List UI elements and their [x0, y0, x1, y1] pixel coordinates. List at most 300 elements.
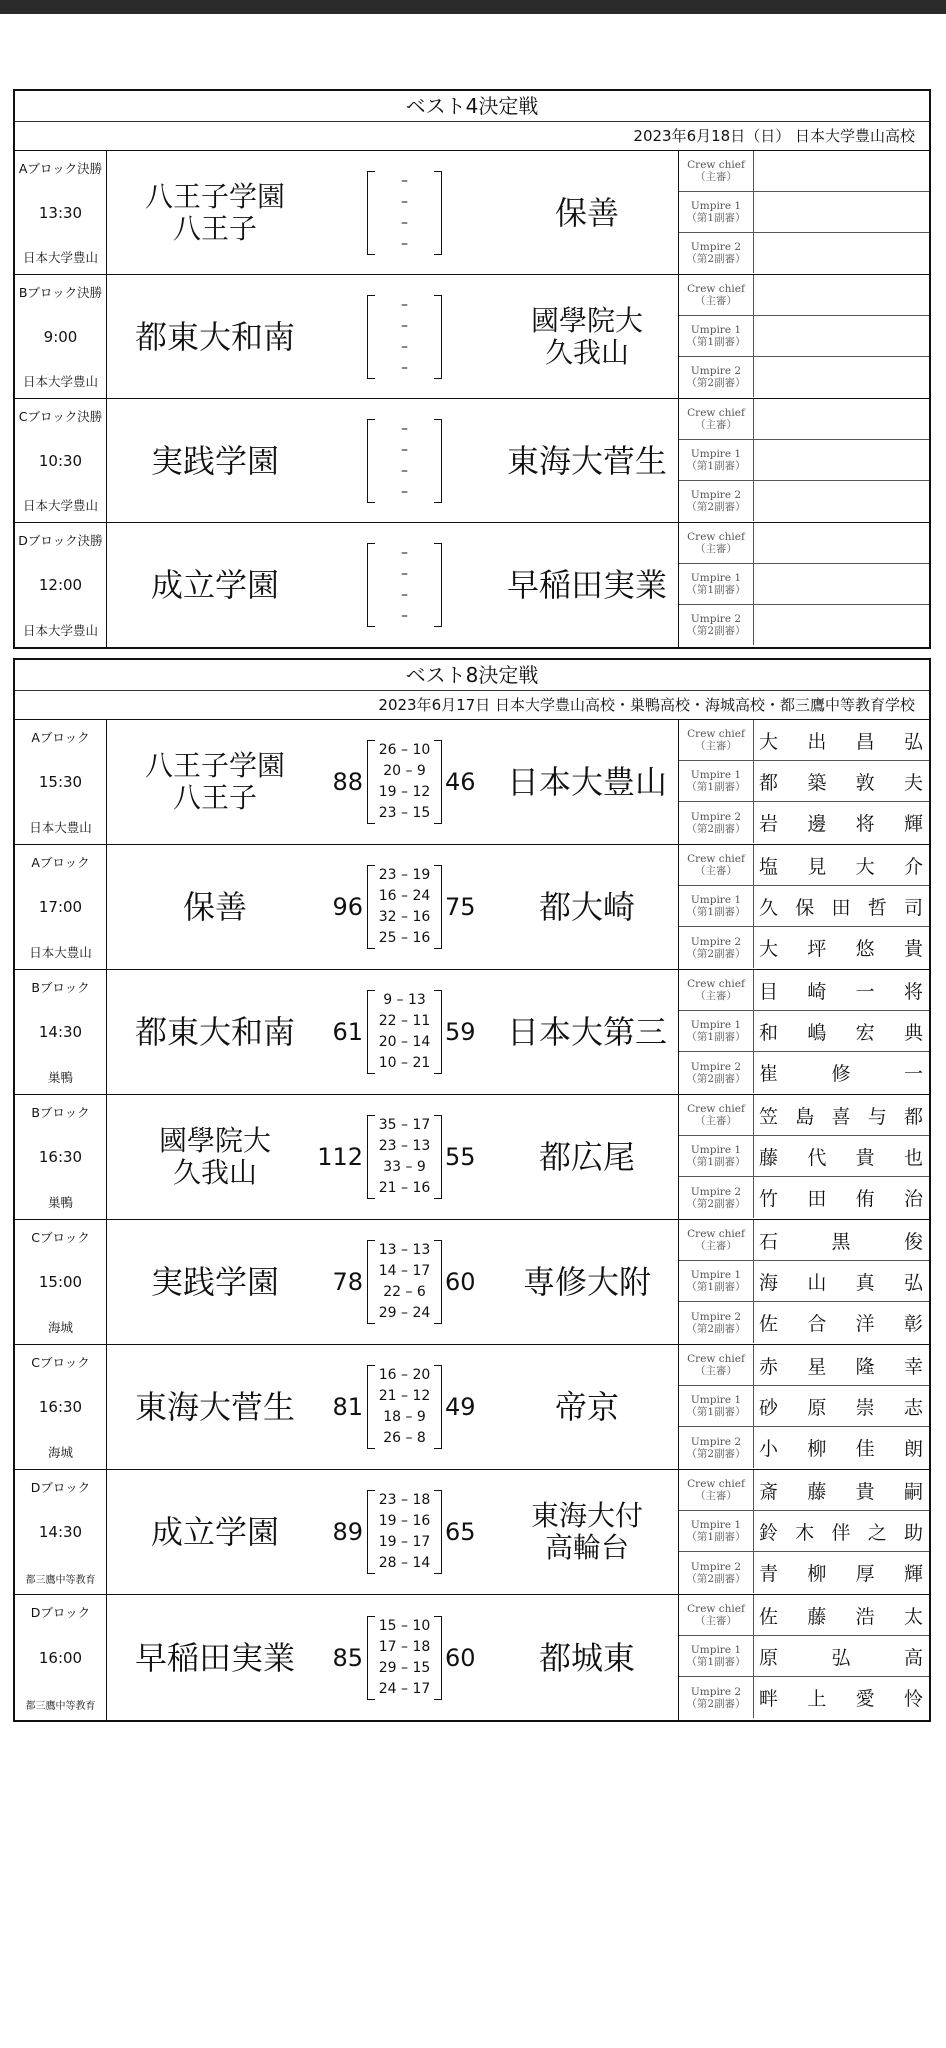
name-char: 夫: [903, 771, 923, 794]
umpire-row: [679, 1595, 929, 1636]
bracket-left: [367, 1490, 375, 1574]
name-char: 浩: [855, 1605, 875, 1628]
bracket-left: [367, 1616, 375, 1700]
team-away: 東海大菅生: [506, 441, 667, 480]
umpire-row: [679, 1261, 929, 1302]
umpire-panel: [678, 970, 929, 1094]
name-char: 海: [759, 1271, 779, 1294]
name-char: 都: [903, 1105, 923, 1128]
match-row: [15, 1470, 929, 1595]
umpire-panel: [678, 399, 929, 522]
period-score: 19 – 16: [378, 1513, 431, 1529]
score-away: 65: [445, 1518, 476, 1546]
name-char: 宏: [855, 1021, 875, 1044]
bracket-left: [367, 419, 375, 503]
umpire-panel: [678, 1095, 929, 1219]
role-en: Umpire 1: [690, 323, 742, 336]
period-scores: [375, 543, 434, 627]
period-score: –: [401, 608, 408, 624]
team-away: 都大崎: [538, 888, 635, 926]
match-time: 9:00: [43, 327, 78, 346]
umpire-row: [679, 192, 929, 233]
role-en: Umpire 2: [690, 489, 742, 502]
match-info: [15, 275, 107, 398]
team-away: 國學院大 久我山: [530, 303, 643, 369]
period-scores: [375, 1240, 434, 1324]
umpire-name: [759, 1552, 923, 1593]
umpire-name: [759, 720, 923, 760]
name-char: 大: [855, 855, 875, 878]
match-info: [15, 399, 107, 522]
team-home: 都東大和南: [134, 317, 295, 356]
role-jp: （主審）: [695, 1240, 737, 1253]
role-jp: （第2副審）: [686, 1572, 746, 1585]
period-score: 26 – 10: [378, 742, 431, 758]
period-score: 26 – 8: [383, 1430, 426, 1446]
name-char: 伴: [831, 1521, 851, 1544]
match-info: [15, 1595, 107, 1720]
name-char: 貴: [855, 1146, 875, 1169]
period-score: 21 – 12: [378, 1388, 431, 1404]
period-score: 21 – 16: [378, 1180, 431, 1196]
team-away: 都広尾: [538, 1138, 635, 1176]
umpire-role: [679, 1052, 754, 1093]
umpire-name: [759, 1136, 923, 1176]
role-en: Umpire 1: [690, 1019, 742, 1032]
period-scores: [375, 295, 434, 379]
umpire-name: [759, 1261, 923, 1301]
team-home: 八王子学園 八王子: [144, 179, 285, 245]
role-jp: （第2副審）: [686, 822, 746, 835]
role-jp: （第1副審）: [686, 1531, 746, 1544]
name-char: 貴: [855, 1480, 875, 1503]
period-score: 25 – 16: [378, 930, 431, 946]
period-score: 20 – 9: [383, 763, 426, 779]
name-char: 悠: [855, 938, 875, 961]
score-home: 81: [332, 1393, 363, 1421]
period-scores: [375, 171, 434, 255]
score-away: 60: [445, 1643, 476, 1672]
period-score: 9 – 13: [383, 992, 426, 1008]
role-en: Crew chief: [687, 282, 745, 295]
name-char: 怜: [903, 1688, 923, 1711]
team-home: 早稲田実業: [134, 1638, 295, 1677]
name-char: 喜: [831, 1105, 851, 1128]
name-char: 崎: [807, 980, 827, 1003]
name-char: 典: [903, 1021, 923, 1044]
umpire-name: [759, 481, 923, 522]
name-char: 嗣: [903, 1480, 923, 1503]
role-en: Crew chief: [687, 158, 745, 171]
match-venue: 都三鷹中等教育: [25, 1701, 96, 1712]
umpire-role: [679, 927, 754, 968]
role-en: Crew chief: [687, 530, 745, 543]
umpire-row: [679, 357, 929, 398]
umpire-row: [679, 605, 929, 646]
umpire-row: [679, 564, 929, 605]
umpire-name: [759, 564, 923, 604]
name-char: 畔: [759, 1688, 779, 1711]
period-score: 22 – 11: [378, 1013, 431, 1029]
umpire-name: [759, 1220, 923, 1260]
bracket-right: [434, 990, 442, 1074]
name-char: 竹: [759, 1188, 779, 1211]
name-char: 洋: [855, 1313, 875, 1336]
role-en: Umpire 1: [690, 894, 742, 907]
match-row: [15, 523, 929, 647]
period-score: –: [401, 172, 408, 189]
role-jp: （第1副審）: [686, 1031, 746, 1044]
period-score: 18 – 9: [383, 1409, 426, 1425]
umpire-row: [679, 761, 929, 802]
role-en: Umpire 2: [690, 1185, 742, 1198]
match-time: 16:00: [38, 1648, 83, 1667]
team-away: 日本大豊山: [506, 763, 667, 801]
umpire-role: [679, 1136, 754, 1176]
role-en: Umpire 1: [690, 199, 742, 212]
role-jp: （主審）: [695, 294, 737, 307]
umpire-name: [759, 523, 923, 563]
match-row: [15, 970, 929, 1095]
umpire-name: [759, 1177, 923, 1218]
match-row: [15, 1345, 929, 1470]
period-score: –: [401, 338, 408, 355]
role-en: Crew chief: [687, 406, 745, 419]
role-en: Crew chief: [687, 728, 745, 741]
match-time: 16:30: [38, 1148, 83, 1166]
name-char: 貴: [903, 938, 923, 961]
name-char: 赤: [759, 1355, 779, 1378]
umpire-role: [679, 523, 754, 563]
umpire-panel: [678, 1470, 929, 1594]
name-char: 之: [867, 1521, 887, 1544]
match-venue: 日本大学豊山: [22, 374, 98, 389]
period-score: –: [401, 483, 408, 500]
umpire-role: [679, 1095, 754, 1135]
role-en: Crew chief: [687, 1603, 745, 1616]
team-away: 日本大第三: [506, 1013, 667, 1051]
umpire-row: [679, 970, 929, 1011]
umpire-role: [679, 481, 754, 522]
umpire-row: [679, 399, 929, 440]
section-title: ベスト8決定戦: [15, 660, 929, 691]
umpire-row: [679, 523, 929, 564]
name-char: 与: [867, 1105, 887, 1128]
team-home: 東海大菅生: [134, 1388, 295, 1426]
umpire-name: [759, 1011, 923, 1051]
period-scores: [375, 865, 434, 949]
umpire-row: [679, 1011, 929, 1052]
name-char: 也: [903, 1146, 923, 1169]
role-jp: （主審）: [695, 170, 737, 183]
name-char: 黒: [831, 1230, 851, 1253]
score-home: 61: [332, 1018, 363, 1046]
match-time: 10:30: [38, 451, 83, 470]
team-home: 八王子学園 八王子: [144, 749, 285, 814]
umpire-row: [679, 316, 929, 357]
period-score: –: [401, 317, 408, 334]
umpire-row: [679, 1677, 929, 1718]
name-char: 上: [807, 1688, 827, 1711]
umpire-role: [679, 1427, 754, 1468]
umpire-role: [679, 357, 754, 398]
name-char: 青: [759, 1563, 779, 1586]
name-char: 島: [795, 1105, 815, 1128]
period-score: 23 – 18: [378, 1492, 431, 1508]
name-char: 嶋: [807, 1021, 827, 1044]
block-label: Aブロック: [31, 855, 90, 870]
section-date-venue: 2023年6月17日 日本大学豊山高校・巣鴨高校・海城高校・都三鷹中等教育学校: [15, 691, 929, 720]
name-char: 築: [807, 771, 827, 794]
score-home: 96: [332, 893, 363, 921]
team-home: 実践学園: [150, 1263, 279, 1301]
umpire-name: [759, 886, 923, 926]
role-en: Crew chief: [687, 1103, 745, 1116]
period-score: 16 – 20: [378, 1367, 431, 1383]
name-char: 太: [903, 1605, 923, 1628]
period-score: 16 – 24: [378, 888, 431, 904]
umpire-name: [759, 1677, 923, 1718]
name-char: 修: [831, 1063, 851, 1086]
umpire-role: [679, 1386, 754, 1426]
name-char: 大: [759, 730, 779, 753]
block-label: Cブロック決勝: [18, 409, 103, 424]
umpire-name: [759, 192, 923, 232]
period-score: –: [401, 235, 408, 252]
period-scores: [375, 990, 434, 1074]
team-away: 東海大付 高輪台: [530, 1499, 643, 1564]
umpire-role: [679, 1470, 754, 1510]
umpire-row: [679, 1427, 929, 1468]
umpire-name: [759, 1595, 923, 1635]
section-title: ベスト4決定戦: [15, 91, 929, 122]
umpire-row: [679, 440, 929, 481]
team-away: 保善: [554, 193, 619, 232]
team-home: 都東大和南: [134, 1013, 295, 1051]
match-row: [15, 275, 929, 399]
umpire-role: [679, 720, 754, 760]
role-en: Umpire 2: [690, 810, 742, 823]
block-label: Cブロック: [31, 1230, 90, 1245]
period-score: –: [401, 296, 408, 313]
umpire-name: [759, 1386, 923, 1426]
role-en: Umpire 2: [690, 1435, 742, 1448]
role-en: Umpire 1: [690, 1269, 742, 1282]
role-jp: （第1副審）: [686, 1281, 746, 1294]
bracket-right: [434, 740, 442, 824]
name-char: 志: [903, 1396, 923, 1419]
umpire-row: [679, 720, 929, 761]
role-en: Umpire 1: [690, 571, 742, 584]
umpire-role: [679, 1677, 754, 1718]
name-char: 大: [759, 938, 779, 961]
team-home: 成立学園: [150, 566, 279, 604]
name-char: 弘: [903, 1271, 923, 1294]
score-away: 46: [445, 768, 476, 796]
match-info: [15, 151, 107, 274]
umpire-row: [679, 886, 929, 927]
name-char: 岩: [759, 813, 779, 836]
umpire-panel: [678, 1595, 929, 1720]
umpire-role: [679, 564, 754, 604]
team-home: 國學院大 久我山: [158, 1124, 271, 1189]
umpire-panel: [678, 1345, 929, 1469]
period-score: –: [401, 545, 408, 561]
role-en: Umpire 2: [690, 613, 742, 626]
block-label: Bブロック決勝: [18, 285, 103, 300]
umpire-row: [679, 1052, 929, 1093]
name-char: 出: [807, 730, 827, 753]
name-char: 目: [759, 980, 779, 1003]
bracket-right: [434, 1365, 442, 1449]
match-info: [15, 970, 107, 1094]
match-venue: 巣鴨: [47, 1070, 73, 1085]
umpire-row: [679, 1386, 929, 1427]
block-label: Aブロック決勝: [18, 161, 103, 176]
block-label: Bブロック: [31, 1105, 90, 1120]
umpire-row: [679, 1345, 929, 1386]
bracket-left: [367, 543, 375, 627]
bracket-left: [367, 990, 375, 1074]
name-char: 久: [759, 896, 779, 919]
name-char: 柳: [807, 1563, 827, 1586]
role-jp: （主審）: [695, 990, 737, 1003]
period-scores: [375, 1115, 434, 1199]
score-home: 112: [317, 1143, 363, 1171]
name-char: 弘: [903, 730, 923, 753]
name-char: 高: [903, 1646, 923, 1669]
role-jp: （主審）: [695, 1365, 737, 1378]
role-en: Umpire 2: [690, 1560, 742, 1573]
match-venue: 日本大豊山: [29, 945, 92, 960]
role-en: Umpire 1: [690, 1519, 742, 1532]
name-char: 俊: [903, 1230, 923, 1253]
role-en: Umpire 2: [690, 1060, 742, 1073]
block-label: Dブロック: [30, 1480, 91, 1495]
umpire-row: [679, 927, 929, 968]
match-venue: 日本大学豊山: [22, 498, 98, 513]
bracket-left: [367, 865, 375, 949]
name-char: 佐: [759, 1605, 779, 1628]
bracket-left: [367, 1365, 375, 1449]
name-char: 彰: [903, 1313, 923, 1336]
period-score: 29 – 15: [378, 1659, 431, 1676]
match-time: 15:00: [38, 1273, 83, 1291]
role-jp: （第1副審）: [686, 583, 746, 596]
score-home: 78: [332, 1268, 363, 1296]
role-jp: （第2副審）: [686, 253, 746, 266]
match-time: 17:00: [38, 898, 83, 916]
role-jp: （第1副審）: [686, 1656, 746, 1669]
period-scores: [375, 419, 434, 503]
umpire-role: [679, 802, 754, 843]
umpire-role: [679, 1345, 754, 1385]
umpire-role: [679, 1220, 754, 1260]
period-score: 19 – 12: [378, 784, 431, 800]
umpire-row: [679, 802, 929, 843]
period-scores: [375, 1365, 434, 1449]
role-jp: （第1副審）: [686, 1156, 746, 1169]
name-char: 斎: [759, 1480, 779, 1503]
score-away: 59: [445, 1018, 476, 1046]
name-char: 代: [807, 1146, 827, 1169]
name-char: 星: [807, 1355, 827, 1378]
period-score: –: [401, 214, 408, 231]
match-row: [15, 151, 929, 275]
block-label: Dブロック: [30, 1605, 91, 1620]
umpire-role: [679, 275, 754, 315]
match-row: [15, 1095, 929, 1220]
role-jp: （主審）: [695, 1615, 737, 1628]
score-away: 55: [445, 1143, 476, 1171]
role-jp: （第2副審）: [686, 1197, 746, 1210]
name-char: 和: [759, 1021, 779, 1044]
role-jp: （第1副審）: [686, 211, 746, 224]
period-score: –: [401, 566, 408, 582]
period-score: –: [401, 462, 408, 479]
period-score: –: [401, 441, 408, 458]
umpire-name: [759, 1511, 923, 1551]
umpire-row: [679, 1636, 929, 1677]
name-char: 原: [807, 1396, 827, 1419]
umpire-panel: [678, 151, 929, 274]
name-char: 藤: [759, 1146, 779, 1169]
semifinal-section: [13, 89, 931, 649]
period-scores: [375, 1490, 434, 1574]
match-info: [15, 1220, 107, 1344]
umpire-role: [679, 1261, 754, 1301]
role-en: Crew chief: [687, 978, 745, 991]
name-char: 朗: [903, 1438, 923, 1461]
name-char: 佐: [759, 1313, 779, 1336]
score-home: 88: [332, 768, 363, 796]
name-char: 将: [903, 980, 923, 1003]
umpire-role: [679, 440, 754, 480]
quarterfinal-section: [13, 658, 931, 1722]
umpire-role: [679, 605, 754, 646]
umpire-row: [679, 1177, 929, 1218]
period-score: 32 – 16: [378, 909, 431, 925]
match-time: 12:00: [38, 576, 83, 594]
role-jp: （第1副審）: [686, 906, 746, 919]
umpire-panel: [678, 275, 929, 398]
period-score: 19 – 17: [378, 1534, 431, 1550]
period-score: –: [401, 359, 408, 376]
umpire-role: [679, 192, 754, 232]
score-away: 60: [445, 1268, 476, 1296]
match-info: [15, 845, 107, 969]
name-char: 愛: [855, 1688, 875, 1711]
umpire-role: [679, 1511, 754, 1551]
role-en: Umpire 1: [690, 447, 742, 460]
block-label: Cブロック: [31, 1355, 90, 1370]
name-char: 塩: [759, 855, 779, 878]
role-en: Umpire 1: [690, 1394, 742, 1407]
role-en: Umpire 1: [690, 769, 742, 782]
name-char: 崔: [759, 1063, 779, 1086]
umpire-name: [759, 845, 923, 885]
umpire-role: [679, 399, 754, 439]
role-jp: （第1副審）: [686, 781, 746, 794]
bracket-right: [434, 295, 442, 379]
name-char: 保: [795, 896, 815, 919]
name-char: 厚: [855, 1563, 875, 1586]
score-home: 85: [332, 1643, 363, 1672]
role-jp: （第2副審）: [686, 501, 746, 514]
name-char: 邊: [807, 813, 827, 836]
name-char: 哲: [867, 896, 887, 919]
name-char: 将: [855, 813, 875, 836]
